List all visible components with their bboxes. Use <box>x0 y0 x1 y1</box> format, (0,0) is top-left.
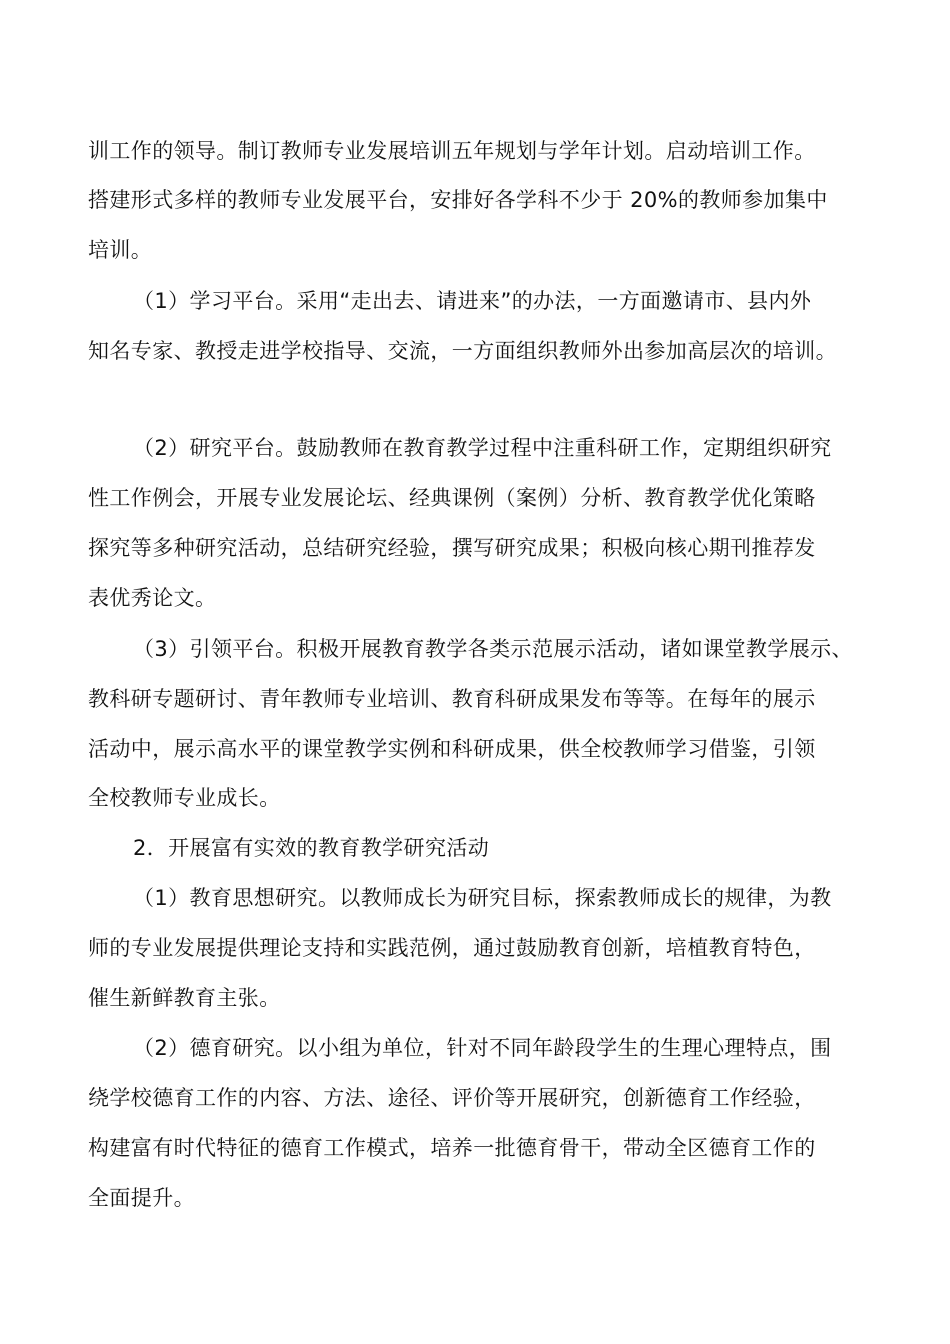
text-line: 全面提升。 <box>88 1186 195 1210</box>
text-line: 探究等多种研究活动，总结研究经验，撰写研究成果；积极向核心期刊推荐发 <box>88 536 816 560</box>
text-line: （2）研究平台。鼓励教师在教育教学过程中注重科研工作，定期组织研究 <box>133 436 832 460</box>
text-line: 活动中，展示高水平的课堂教学实例和科研成果，供全校教师学习借鉴，引领 <box>88 737 816 761</box>
text-line: （2）德育研究。以小组为单位，针对不同年龄段学生的生理心理特点，围 <box>133 1036 832 1060</box>
text-line: 培训。 <box>88 238 153 262</box>
text-line: 搭建形式多样的教师专业发展平台，安排好各学科不少于 20%的教师参加集中 <box>88 188 828 212</box>
text-line: （1）教育思想研究。以教师成长为研究目标，探索教师成长的规律，为教 <box>133 886 832 910</box>
text-line: 绕学校德育工作的内容、方法、途径、评价等开展研究，创新德育工作经验， <box>88 1086 816 1110</box>
text-line: 教科研专题研讨、青年教师专业培训、教育科研成果发布等等。在每年的展示 <box>88 687 816 711</box>
text-line: 催生新鲜教育主张。 <box>88 986 281 1010</box>
text-line: 性工作例会，开展专业发展论坛、经典课例（案例）分析、教育教学优化策略 <box>88 486 816 510</box>
text-line: 训工作的领导。制订教师专业发展培训五年规划与学年计划。启动培训工作。 <box>88 139 816 163</box>
text-line: 知名专家、教授走进学校指导、交流，一方面组织教师外出参加高层次的培训。 <box>88 339 837 363</box>
section-heading: 2．开展富有实效的教育教学研究活动 <box>133 836 490 860</box>
text-line: （3）引领平台。积极开展教育教学各类示范展示活动，诸如课堂教学展示、 <box>133 637 853 661</box>
text-line: 全校教师专业成长。 <box>88 786 281 810</box>
text-line: 表优秀论文。 <box>88 586 217 610</box>
text-line: 师的专业发展提供理论支持和实践范例，通过鼓励教育创新，培植教育特色， <box>88 936 816 960</box>
text-line: （1）学习平台。采用“走出去、请进来”的办法，一方面邀请市、县内外 <box>133 289 812 313</box>
text-line: 构建富有时代特征的德育工作模式，培养一批德育骨干，带动全区德育工作的 <box>88 1136 816 1160</box>
